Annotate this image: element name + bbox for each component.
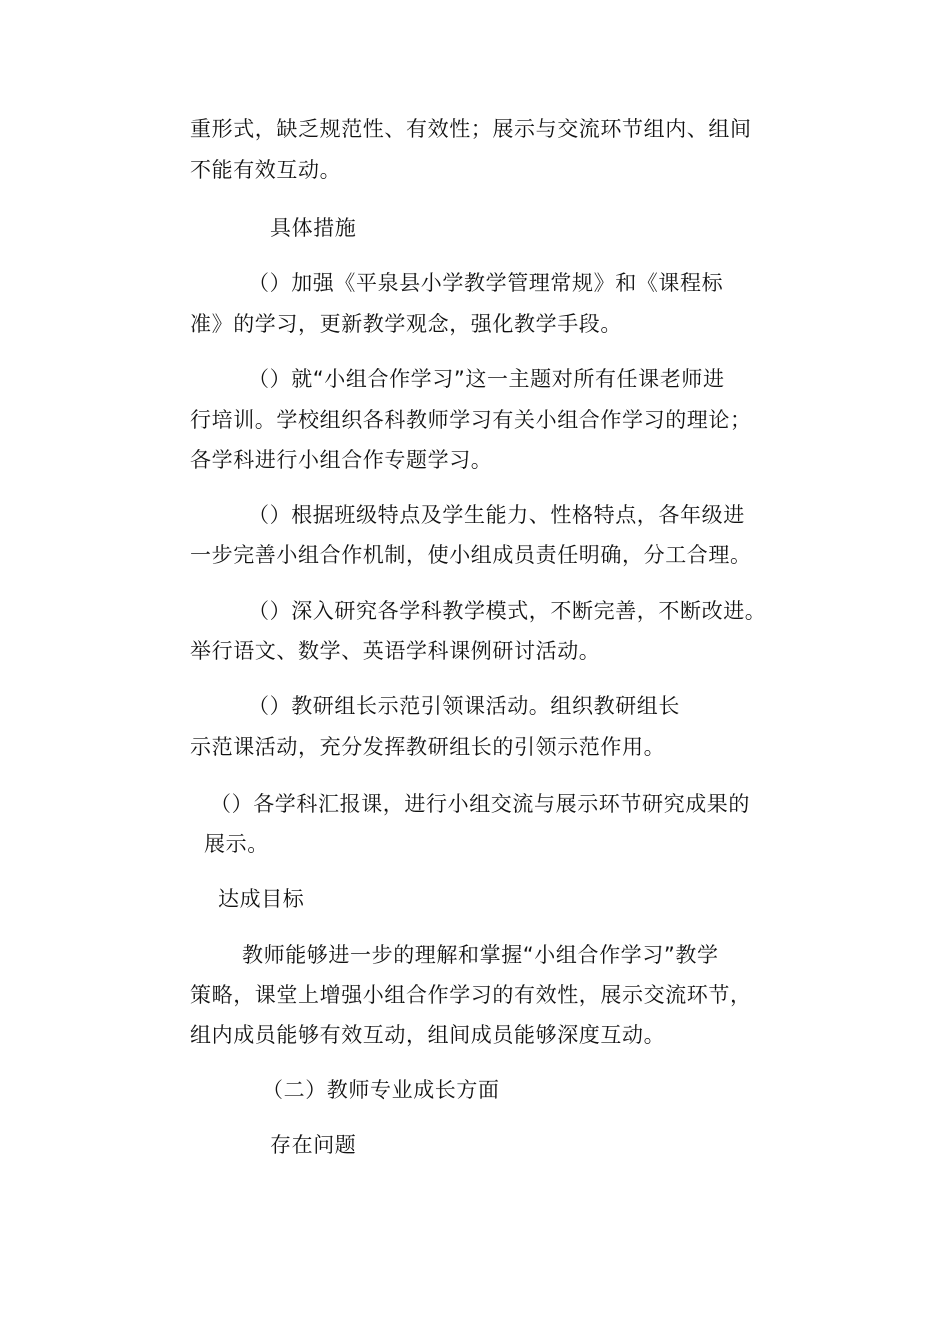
heading-goals: 达成目标	[218, 887, 305, 911]
intro-line-2: 不能有效互动。	[190, 158, 342, 182]
intro-line-1: 重形式，缺乏规范性、有效性；展示与交流环节组内、组间	[190, 117, 752, 141]
heading-measures: 具体措施	[270, 216, 357, 240]
heading-problems: 存在问题	[270, 1133, 357, 1157]
measure-2-line-2: 行培训。学校组织各科教师学习有关小组合作学习的理论；	[190, 408, 752, 432]
measure-6-line-1: （）各学科汇报课，进行小组交流与展示环节研究成果的	[210, 792, 750, 816]
goal-line-1: 教师能够进一步的理解和掌握“小组合作学习”教学	[242, 943, 719, 967]
goal-line-3: 组内成员能够有效互动，组间成员能够深度互动。	[190, 1023, 666, 1047]
measure-1-line-1: （）加强《平泉县小学教学管理常规》和《课程标	[248, 271, 724, 295]
goal-line-2: 策略，课堂上增强小组合作学习的有效性，展示交流环节，	[190, 983, 752, 1007]
measure-3-line-1: （）根据班级特点及学生能力、性格特点，各年级进	[248, 503, 745, 527]
measure-5-line-1: （）教研组长示范引领课活动。组织教研组长	[248, 694, 680, 718]
measure-6-line-2: 展示。	[204, 832, 269, 856]
measure-3-line-2: 一步完善小组合作机制，使小组成员责任明确，分工合理。	[190, 543, 752, 567]
measure-5-line-2: 示范课活动，充分发挥教研组长的引领示范作用。	[190, 735, 666, 759]
heading-section-2: （二）教师专业成长方面	[262, 1078, 500, 1102]
measure-1-line-2: 准》的学习，更新教学观念，强化教学手段。	[190, 312, 622, 336]
measure-4-line-2: 举行语文、数学、英语学科课例研讨活动。	[190, 639, 601, 663]
measure-4-line-1: （）深入研究各学科教学模式，不断完善，不断改进。	[248, 599, 767, 623]
measure-2-line-3: 各学科进行小组合作专题学习。	[190, 448, 493, 472]
measure-2-line-1: （）就“小组合作学习”这一主题对所有任课老师进	[248, 367, 725, 391]
